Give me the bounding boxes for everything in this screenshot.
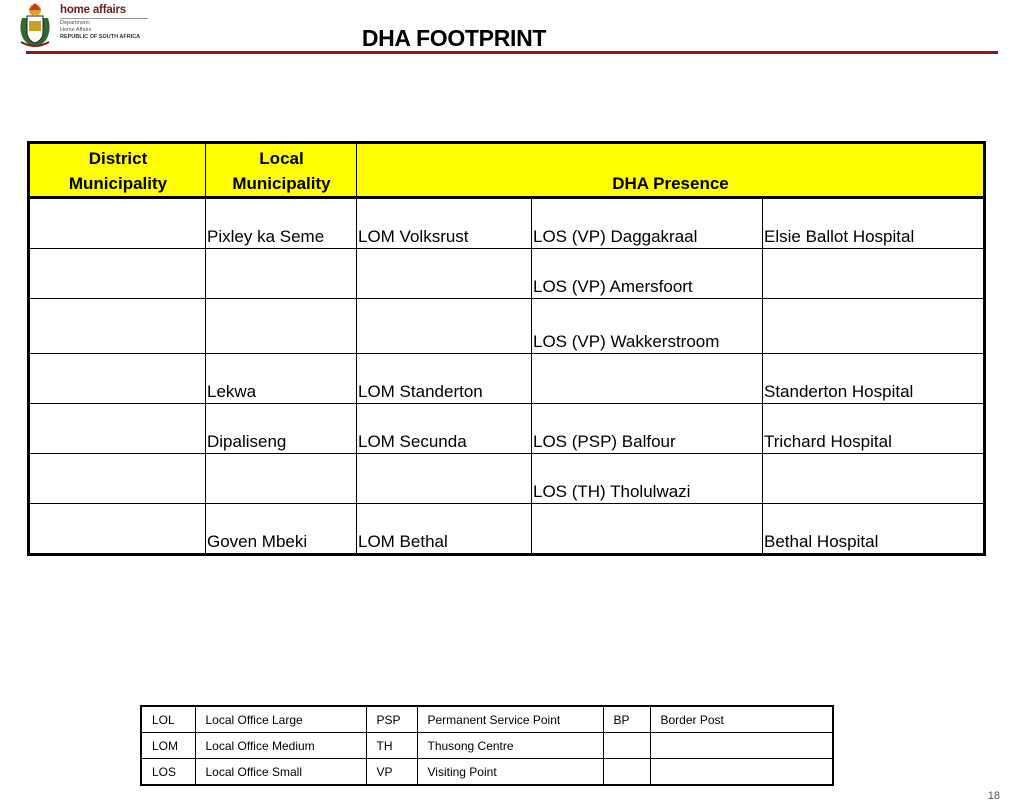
table-cell [206, 299, 357, 354]
table-cell: LOM Volksrust [357, 198, 532, 249]
legend-meaning: Visiting Point [417, 759, 603, 786]
table-row [29, 299, 985, 354]
table-cell: Standerton Hospital [763, 354, 985, 404]
title-divider [26, 51, 998, 54]
table-cell [763, 299, 985, 354]
legend-code [603, 733, 650, 759]
legend-code: VP [366, 759, 417, 786]
legend-meaning: Thusong Centre [417, 733, 603, 759]
table-cell: Goven Mbeki [206, 504, 357, 555]
legend-code: LOS [141, 759, 195, 786]
table-cell [206, 454, 357, 504]
legend-table [140, 705, 834, 786]
table-cell [206, 249, 357, 299]
table-cell: Pixley ka Seme [206, 198, 357, 249]
table-cell [357, 299, 532, 354]
legend-code: TH [366, 733, 417, 759]
legend-code: LOL [141, 706, 195, 733]
table-row [29, 504, 985, 555]
table-cell: LOM Standerton [357, 354, 532, 404]
footprint-table [27, 141, 986, 556]
legend-code [603, 759, 650, 786]
table-cell: LOS (VP) Wakkerstroom [532, 299, 763, 354]
legend-meaning [650, 759, 833, 786]
table-cell: LOS (PSP) Balfour [532, 404, 763, 454]
table-cell [763, 249, 985, 299]
table-cell [29, 404, 206, 454]
table-cell [29, 504, 206, 555]
legend-code: BP [603, 706, 650, 733]
table-row [29, 198, 985, 249]
table-cell: LOS (VP) Daggakraal [532, 198, 763, 249]
table-cell [532, 354, 763, 404]
table-cell: Bethal Hospital [763, 504, 985, 555]
table-cell: LOM Bethal [357, 504, 532, 555]
legend-meaning [650, 733, 833, 759]
country-name: REPUBLIC OF SOUTH AFRICA [60, 34, 141, 40]
table-cell [763, 454, 985, 504]
header-dha-presence: DHA Presence [357, 143, 985, 198]
table-cell: Lekwa [206, 354, 357, 404]
legend-code: LOM [141, 733, 195, 759]
table-row [29, 249, 985, 299]
table-header-row [29, 143, 985, 198]
legend-meaning: Border Post [650, 706, 833, 733]
page-number: 18 [987, 790, 1000, 802]
legend-row [141, 759, 833, 786]
legend-code: PSP [366, 706, 417, 733]
table-row [29, 454, 985, 504]
table-cell [29, 299, 206, 354]
table-cell: LOS (TH) Tholulwazi [532, 454, 763, 504]
header-local-municipality: Local Municipality [206, 143, 357, 198]
table-cell [29, 354, 206, 404]
table-cell [29, 454, 206, 504]
table-cell: LOM Secunda [357, 404, 532, 454]
table-cell [29, 198, 206, 249]
table-cell: Elsie Ballot Hospital [763, 198, 985, 249]
table-cell [532, 504, 763, 555]
legend-meaning: Local Office Small [195, 759, 366, 786]
table-cell [29, 249, 206, 299]
brand-name: home affairs [60, 4, 126, 16]
department-label: Department: [60, 20, 91, 26]
table-cell: LOS (VP) Amersfoort [532, 249, 763, 299]
legend-row [141, 706, 833, 733]
table-cell: Trichard Hospital [763, 404, 985, 454]
brand-divider [60, 18, 148, 19]
table-row [29, 354, 985, 404]
legend-row [141, 733, 833, 759]
page-title: DHA FOOTPRINT [361, 25, 547, 51]
table-row [29, 404, 985, 454]
table-cell [357, 249, 532, 299]
table-cell [357, 454, 532, 504]
header-district-municipality: District Municipality [29, 143, 206, 198]
table-cell: Dipaliseng [206, 404, 357, 454]
department-name: Home Affairs [60, 27, 92, 33]
legend-meaning: Local Office Medium [195, 733, 366, 759]
legend-meaning: Permanent Service Point [417, 706, 603, 733]
legend-meaning: Local Office Large [195, 706, 366, 733]
